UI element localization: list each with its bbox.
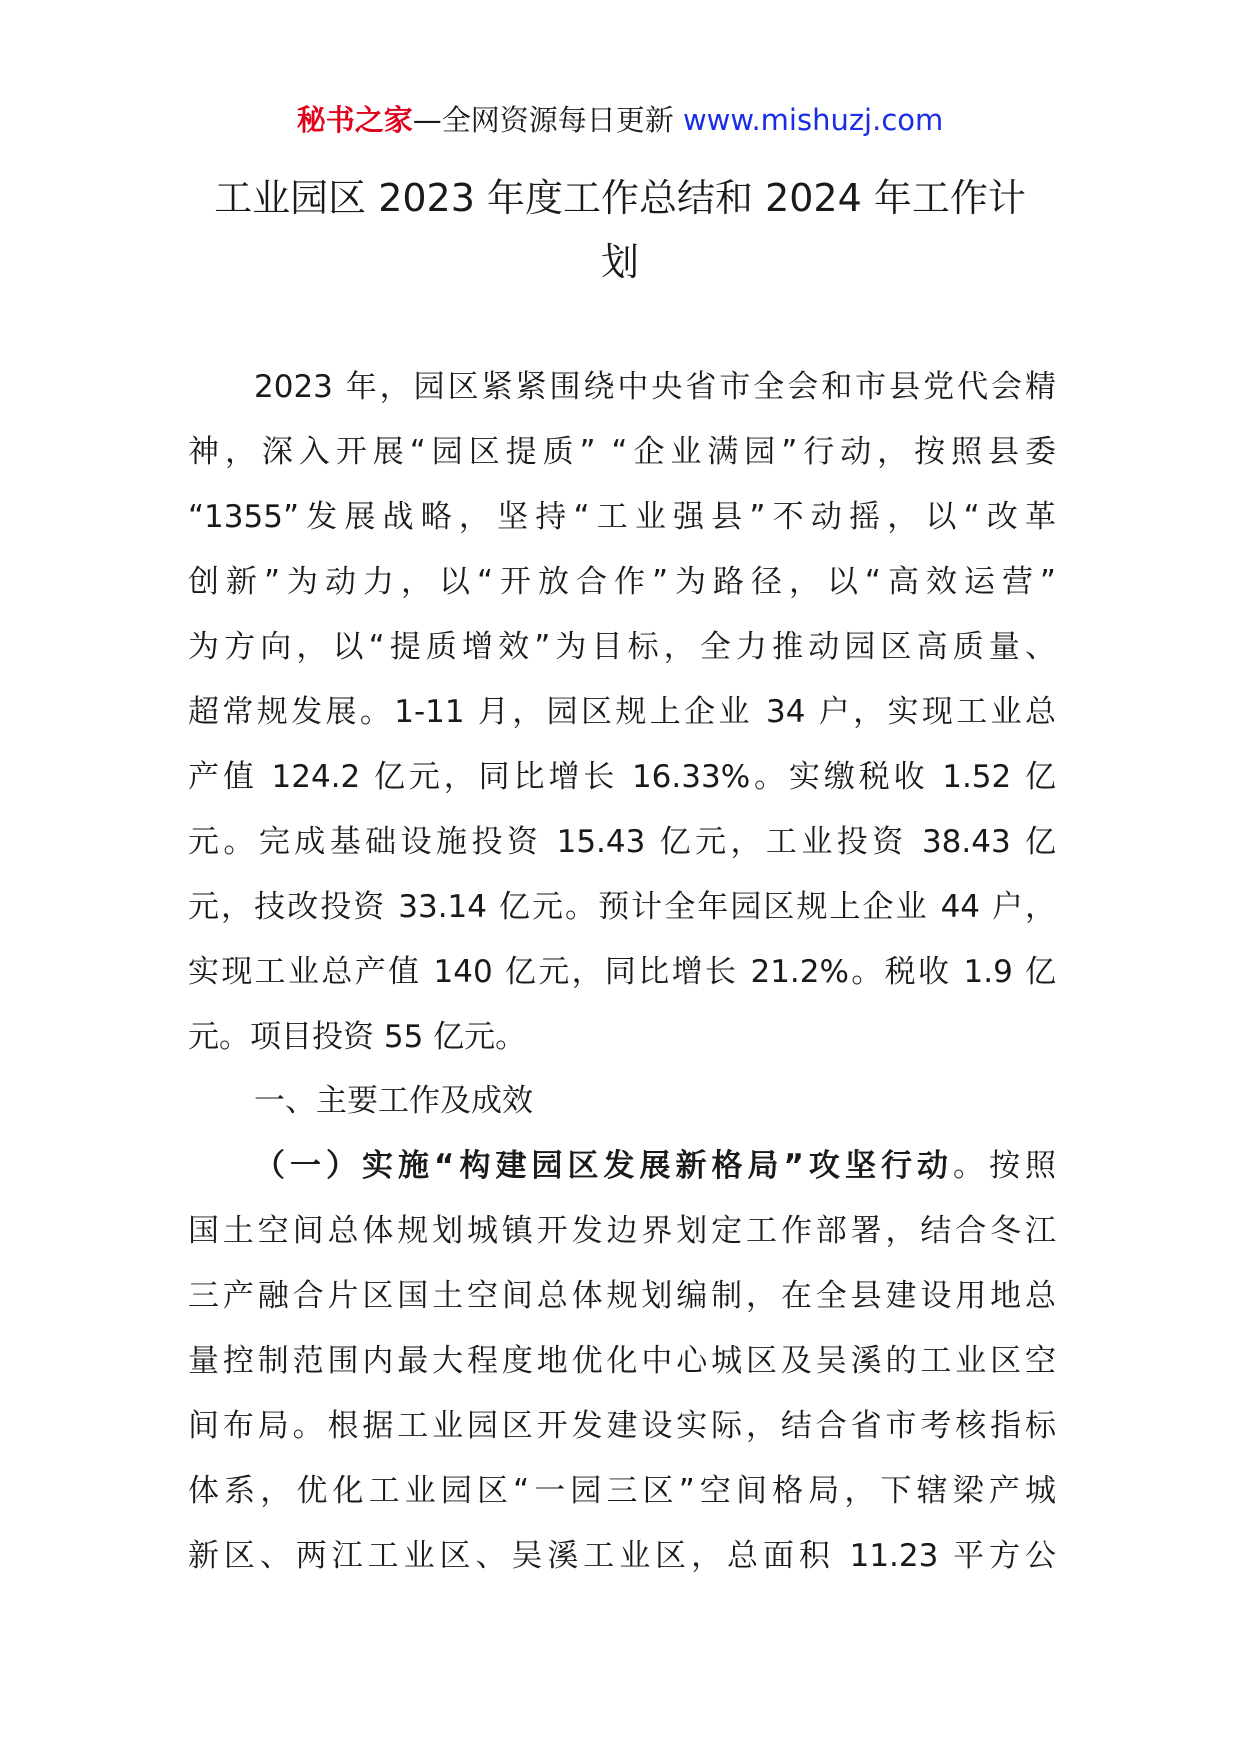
subsection-heading: （一）实施“构建园区发展新格局”攻坚行动 — [254, 1148, 953, 1184]
paragraph-line: 创新”为动力，以“开放合作”为路径，以“高效运营” — [188, 564, 1056, 600]
paragraph-intro — [188, 355, 1056, 1070]
paragraph-line: 三产融合片区国土空间总体规划编制，在全县建设用地总 — [188, 1278, 1056, 1314]
paragraph-line: 间布局。根据工业园区开发建设实际，结合省市考核指标 — [188, 1408, 1056, 1444]
paragraph-line: 2023 年，园区紧紧围绕中央省市全会和市县党代会精 — [254, 369, 1056, 405]
paragraph-line: 为方向，以“提质增效”为目标，全力推动园区高质量、 — [188, 629, 1056, 665]
paragraph-section-1 — [188, 1134, 1056, 1589]
paragraph-first-line-rest: 。按照 — [952, 1148, 1057, 1184]
paragraph-first-line — [188, 1134, 1056, 1199]
paragraph-line: 产值 124.2 亿元，同比增长 16.33%。实缴税收 1.52 亿 — [188, 759, 1056, 795]
paragraph-line: 新区、两江工业区、吴溪工业区，总面积 11.23 平方公 — [188, 1538, 1056, 1574]
brand-name: 秘书之家 — [296, 103, 413, 137]
paragraph-line: 元。项目投资 55 亿元。 — [188, 1019, 527, 1055]
title-line-2: 划 — [600, 240, 639, 284]
paragraph-line: 元，技改投资 33.14 亿元。预计全年园区规上企业 44 户， — [188, 889, 1056, 925]
paragraph-line: 国土空间总体规划城镇开发边界划定工作部署，结合冬江 — [188, 1213, 1056, 1249]
paragraph-line: 量控制范围内最大程度地优化中心城区及吴溪的工业区空 — [188, 1343, 1056, 1379]
paragraph-line: 实现工业总产值 140 亿元，同比增长 21.2%。税收 1.9 亿 — [188, 954, 1056, 990]
watermark-header — [0, 100, 1240, 140]
title-line-1: 工业园区 2023 年度工作总结和 2024 年工作计 — [214, 176, 1026, 220]
paragraph-line: “1355”发展战略，坚持“工业强县”不动摇，以“改革 — [188, 499, 1056, 535]
paragraph-line: 元。完成基础设施投资 15.43 亿元，工业投资 38.43 亿 — [188, 824, 1056, 860]
section-heading — [188, 1069, 1056, 1134]
paragraph-line: 超常规发展。1-11 月，园区规上企业 34 户，实现工业总 — [188, 694, 1056, 730]
section-heading-text: 一、主要工作及成效 — [254, 1083, 533, 1119]
header-slogan: —全网资源每日更新 — [412, 103, 674, 137]
document-title — [180, 166, 1060, 294]
paragraph-line: 体系，优化工业园区“一园三区”空间格局，下辖梁产城 — [188, 1473, 1056, 1509]
header-url[interactable]: www.mishuzj.com — [682, 103, 944, 137]
paragraph-line: 神，深入开展“园区提质” “企业满园”行动，按照县委 — [188, 434, 1056, 470]
